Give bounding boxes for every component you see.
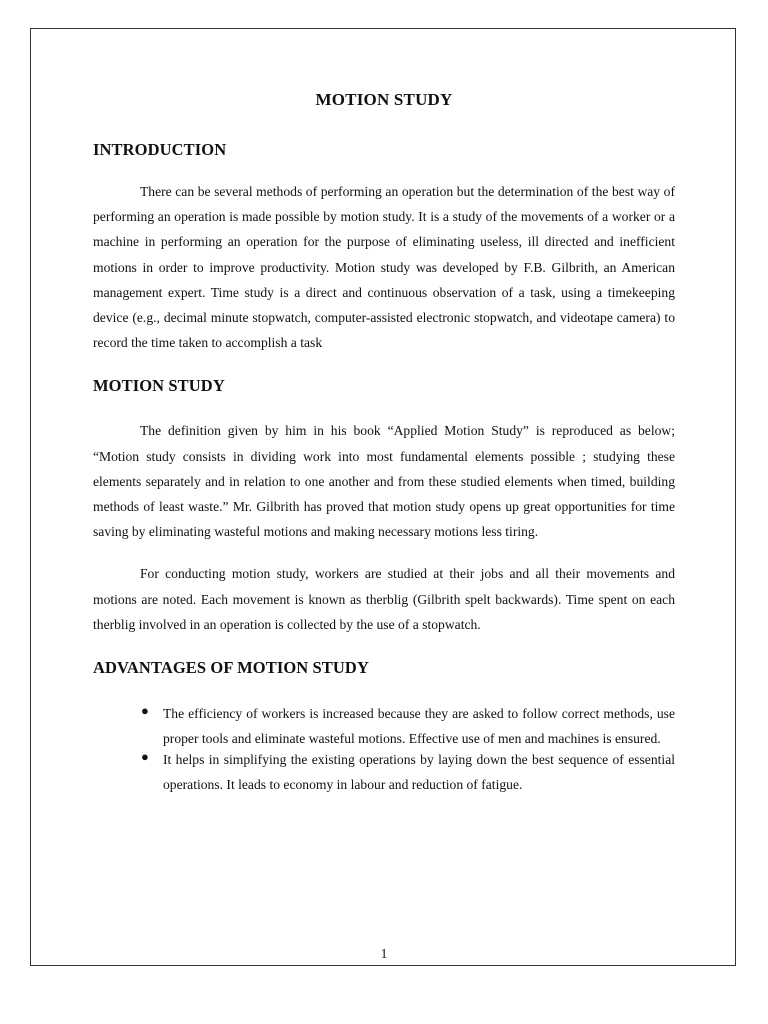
list-item bbox=[93, 701, 675, 751]
page-number: 1 bbox=[380, 946, 388, 961]
heading-motion-study: MOTION STUDY bbox=[93, 376, 225, 396]
paragraph-motion-study-definition: The definition given by him in his book “Applied Motion Study” is reproduced as below; “Motion study consists in dividing work into most fundamental elements possible ; studying these elements separately and in relation to one another and from these studied elements when timed, building methods of least waste.” Mr. Gilbrith has proved that motion study opens up great opportunities for time saving by eliminating wasteful motions and making necessary motions less tiring. bbox=[93, 423, 675, 540]
list-item bbox=[93, 747, 675, 797]
bullet-icon: ● bbox=[141, 749, 149, 765]
heading-advantages: ADVANTAGES OF MOTION STUDY bbox=[93, 658, 369, 678]
heading-introduction: INTRODUCTION bbox=[93, 140, 227, 159]
list-item-text: It helps in simplifying the existing operations by laying down the best sequence of essential operations. It leads to economy in labour and reduction of fatigue. bbox=[163, 752, 675, 793]
document-body bbox=[93, 86, 675, 797]
advantages-list bbox=[93, 701, 675, 797]
paragraph-motion-study-conducting: For conducting motion study, workers are studied at their jobs and all their movements and motions are noted. Each movement is known as therblig (Gilbrith spelt backwards). Time spent on each therblig involved in an operation is collected by the use of a stopwatch. bbox=[93, 566, 675, 632]
page-title: MOTION STUDY bbox=[315, 90, 453, 109]
paragraph-introduction: There can be several methods of performing an operation but the determination of the best way of performing an operation is made possible by motion study. It is a study of the movements of a worker or a machine in performing an operation for the purpose of eliminating useless, ill directed and inefficient motions in order to improve productivity. Motion study was developed by F.B. Gilbrith, an American management expert. Time study is a direct and continuous observation of a task, using a timekeeping device (e.g., decimal minute stopwatch, computer-assisted electronic stopwatch, and videotape camera) to record the time taken to accomplish a task bbox=[93, 184, 675, 351]
list-item-text: The efficiency of workers is increased because they are asked to follow correct methods, use proper tools and eliminate wasteful motions. Effective use of men and machines is ensured. bbox=[163, 706, 675, 747]
bullet-icon: ● bbox=[141, 703, 149, 719]
